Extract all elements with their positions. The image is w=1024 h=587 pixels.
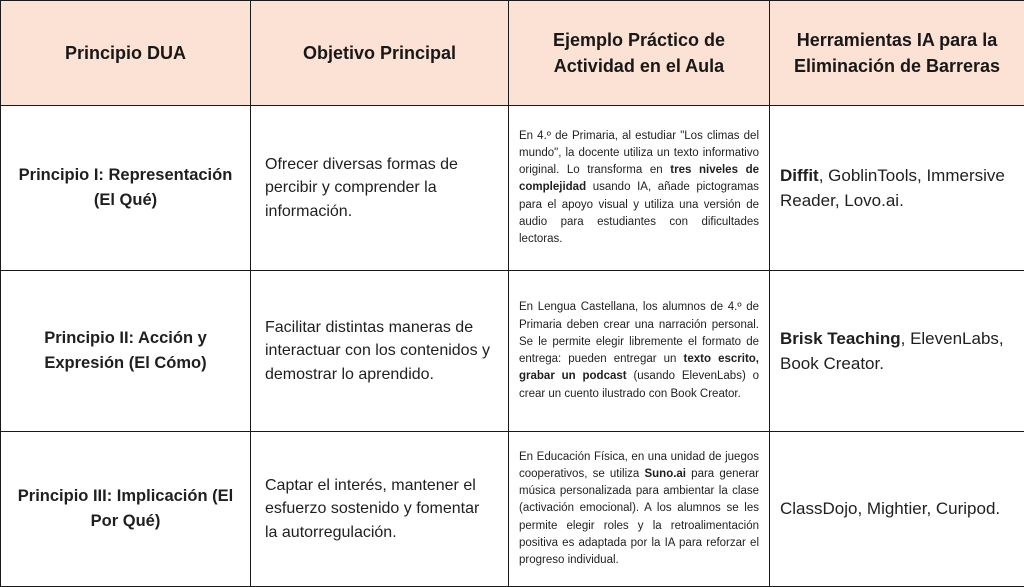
- principle-cell: Principio III: Implicación (El Por Qué): [1, 432, 251, 587]
- objective-cell: Ofrecer diversas formas de percibir y comprender la información.: [251, 106, 509, 271]
- example-cell: En Lengua Castellana, los alumnos de 4.º de Primaria deben crear una narración personal. Se le permite elegir libremente el formato de entrega: pueden entregar un texto escrito, grabar un podcast (usando ElevenLabs) o crear un cuento ilustrado con Book Creator.: [509, 271, 770, 432]
- principle-cell: Principio II: Acción y Expresión (El Cómo): [1, 271, 251, 432]
- header-cell-objetivo-principal: Objetivo Principal: [251, 1, 509, 106]
- example-cell: En Educación Física, en una unidad de juegos cooperativos, se utiliza Suno.ai para generar música personalizada para ambientar la clase (activación emocional). A los alumnos se les permite elegir roles y la retroalimentación positiva es adaptada por la IA para reforzar el progreso individual.: [509, 432, 770, 587]
- principle-cell: Principio I: Representación (El Qué): [1, 106, 251, 271]
- objective-cell: Facilitar distintas maneras de interactuar con los contenidos y demostrar lo aprendido.: [251, 271, 509, 432]
- header-cell-herramientas-ia: Herramientas IA para la Eliminación de Barreras: [770, 1, 1024, 106]
- table-row-principio-1: [1, 106, 1024, 271]
- example-cell: En 4.º de Primaria, al estudiar "Los climas del mundo", la docente utiliza un texto informativo original. Lo transforma en tres niveles de complejidad usando IA, añade pictogramas para el apoyo visual y utiliza una versión de audio para estudiantes con dificultades lectoras.: [509, 106, 770, 271]
- table-row-principio-3: [1, 432, 1024, 587]
- tools-cell: Diffit, GoblinTools, Immersive Reader, Lovo.ai.: [770, 106, 1024, 271]
- tools-cell: ClassDojo, Mightier, Curipod.: [770, 432, 1024, 587]
- objective-cell: Captar el interés, mantener el esfuerzo sostenido y fomentar la autorregulación.: [251, 432, 509, 587]
- header-cell-ejemplo-practico: Ejemplo Práctico de Actividad en el Aula: [509, 1, 770, 106]
- table-row-principio-2: [1, 271, 1024, 432]
- header-cell-principio-dua: Principio DUA: [1, 1, 251, 106]
- tools-cell: Brisk Teaching, ElevenLabs, Book Creator.: [770, 271, 1024, 432]
- header-row: [1, 1, 1024, 106]
